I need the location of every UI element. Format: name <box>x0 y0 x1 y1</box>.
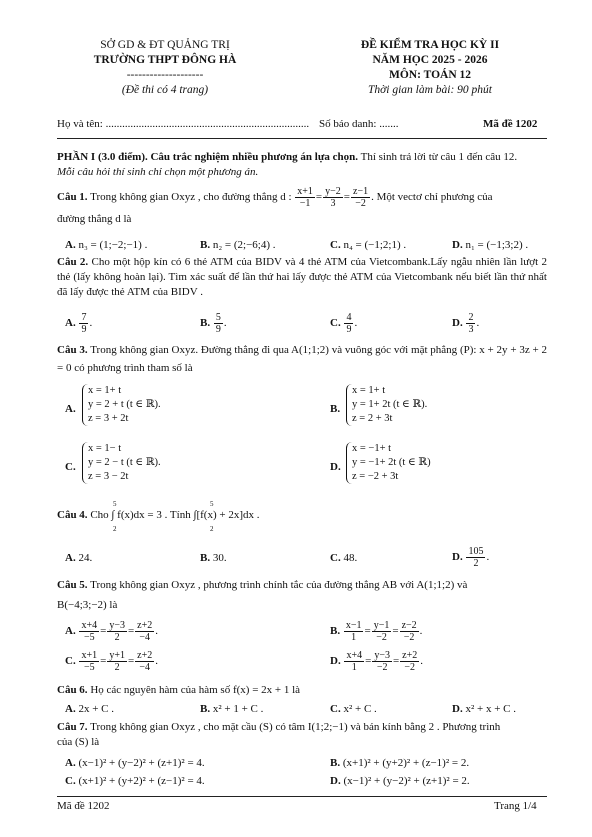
q6-text: Họ các nguyên hàm của hàm số f(x) = 2x + 1 là <box>87 684 301 696</box>
q4-integral-1: ∫ f(x)dx = 3 . Tính <box>111 509 194 521</box>
q6-option-a[interactable]: A. 2x + C . <box>65 703 114 715</box>
q5-text-b: B(−4;3;−2) là <box>57 599 118 611</box>
q4-lower-1: 2 <box>113 525 117 533</box>
header-dashes: -------------------- <box>126 69 204 81</box>
q4-label: Câu 4. <box>57 509 88 521</box>
q5-option-c[interactable]: C. $\frac{x+1}{-5}$ = $\frac{y+1}{2}$ = $\frac{z+2}{-4}$ . <box>65 650 158 673</box>
q7-option-c[interactable]: C. (x+1)² + (y+2)² + (z−1)² = 4. <box>65 775 205 787</box>
q2-option-b[interactable]: B. $\frac{5}{9}$ . <box>200 312 227 335</box>
q1-option-d[interactable]: D. n₁ = (−1;3;2) . <box>452 239 529 251</box>
dept-name: SỞ GD & ĐT QUẢNG TRỊ <box>100 39 230 51</box>
question-6 <box>57 683 547 698</box>
sbd-field: Số báo danh: ....... <box>319 118 399 130</box>
q7-text: Trong không gian Oxyz , cho mặt cầu (S) có tâm I(1;2;−1) và bán kính bằng 2 . Phương trình <box>87 721 501 733</box>
footer-divider <box>57 796 547 797</box>
question-1: Câu 1. Trong không gian Oxyz , cho đường thẳng d : $\frac{x+1}{-1}$ = $\frac{y-2}{3}$ = $\frac{z-1}{-2}$ . Một vectơ chỉ phương của đường thẳng d là <box>57 186 493 225</box>
q4-upper-2: 5 <box>210 500 214 508</box>
q1-option-c[interactable]: C. n₄ = (−1;2;1) . <box>330 239 407 251</box>
part1-heading <box>57 150 547 180</box>
footer-code: Mã đề 1202 <box>57 800 110 812</box>
name-field: Họ và tên: .......................................................................... <box>57 118 310 130</box>
q7-option-a[interactable]: A. (x−1)² + (y−2)² + (z+1)² = 4. <box>65 757 205 769</box>
q6-label: Câu 6. <box>57 684 88 696</box>
exam-code: Mã đề 1202 <box>483 118 538 130</box>
part1-desc: Thí sinh trả lời từ câu 1 đến câu 12. <box>358 151 518 163</box>
school-year: NĂM HỌC 2025 - 2026 <box>372 54 488 66</box>
q3-option-d-label[interactable]: D. <box>330 461 341 473</box>
q6-option-d[interactable]: D. x² + x + C . <box>452 703 516 715</box>
q3-option-a-label[interactable]: A. <box>65 403 76 415</box>
q1-option-a[interactable]: A. n₃ = (1;−2;−1) . <box>65 239 148 251</box>
q1-frac1: $\frac{x+1}{-1}$ <box>297 186 313 209</box>
footer-page: Trang 1/4 <box>494 800 537 812</box>
q1-frac3: $\frac{z-1}{-2}$ <box>353 186 369 209</box>
header-left <box>60 38 270 98</box>
question-5 <box>57 575 547 615</box>
q2-option-c[interactable]: C. $\frac{4}{9}$ . <box>330 312 358 335</box>
q5-option-b[interactable]: B. $\frac{x-1}{1}$ = $\frac{y-1}{-2}$ = $\frac{z-2}{-2}$ . <box>330 620 423 643</box>
q4-option-d[interactable]: D. $\frac{105}{2}$ . <box>452 546 490 569</box>
q3-option-c-label[interactable]: C. <box>65 461 76 473</box>
question-4 <box>57 508 547 523</box>
q4-option-a[interactable]: A. 24. <box>65 552 93 564</box>
q4-lower-2: 2 <box>210 525 214 533</box>
q5-text: Trong không gian Oxyz , phương trình chính tắc của đường thẳng AB với A(1;1;2) và <box>87 579 468 591</box>
divider <box>57 138 547 139</box>
q1-text: Trong không gian Oxyz , cho đường thẳng d : <box>87 191 292 204</box>
question-3 <box>57 341 547 377</box>
subject: MÔN: TOÁN 12 <box>389 69 471 81</box>
q6-option-b[interactable]: B. x² + 1 + C . <box>200 703 264 715</box>
q1-text-c: đường thẳng d là <box>57 213 132 225</box>
header-right <box>320 38 540 98</box>
q3-option-c[interactable]: x = 1− t y = 2 − t (t ∈ ℝ). z = 3 − 2t <box>82 442 161 484</box>
q2-option-a[interactable]: A. $\frac{7}{9}$ . <box>65 312 93 335</box>
q3-option-b[interactable]: x = 1+ t y = 1+ 2t (t ∈ ℝ). z = 2 + 3t <box>346 384 427 426</box>
q4-text: Cho <box>87 509 112 521</box>
q1-label: Câu 1. <box>57 191 88 204</box>
part1-title: PHẦN I (3.0 điểm). Câu trắc nghiệm nhiều phương án lựa chọn. <box>57 151 359 163</box>
question-7 <box>57 720 547 750</box>
q1-frac2: $\frac{y-2}{3}$ <box>325 186 341 209</box>
question-2 <box>57 255 547 300</box>
q2-text: Cho một hộp kín có 6 thẻ ATM của BIDV và 4 thẻ ATM của Vietcombank.Lấy ngẫu nhiên lần lượt 2 thẻ (lấy không hoàn lại). Tìm xác suất để lần thứ hai lấy được thẻ ATM của Vietcombank nếu biết lần thứ nhất đã lấy được thẻ ATM của BIDV . <box>57 256 547 298</box>
q7-label: Câu 7. <box>57 721 88 733</box>
part1-desc2: Mỗi câu hỏi thí sinh chỉ chọn một phương án. <box>57 166 259 178</box>
q3-option-a[interactable]: x = 1+ t y = 2 + t (t ∈ ℝ). z = 3 + 2t <box>82 384 161 426</box>
exam-time: Thời gian làm bài: 90 phút <box>367 84 493 96</box>
q5-option-a[interactable]: A. $\frac{x+4}{-5}$ = $\frac{y-3}{2}$ = $\frac{z+2}{-4}$ . <box>65 620 158 643</box>
q4-option-b[interactable]: B. 30. <box>200 552 227 564</box>
q7-option-d[interactable]: D. (x−1)² + (y−2)² + (z+1)² = 2. <box>330 775 470 787</box>
q2-option-d[interactable]: D. $\frac{2}{3}$ . <box>452 312 480 335</box>
q5-option-d[interactable]: D. $\frac{x+4}{1}$ = $\frac{y-3}{-2}$ = $\frac{z+2}{-2}$ . <box>330 650 423 673</box>
q2-label: Câu 2. <box>57 256 89 268</box>
q1-text-b: . Một vectơ chỉ phương của <box>371 191 493 204</box>
q4-integral-2: ∫[f(x) + 2x]dx . <box>193 509 260 521</box>
q4-upper-1: 5 <box>113 500 117 508</box>
school-name: TRƯỜNG THPT ĐÔNG HÀ <box>93 54 237 66</box>
pages-note: (Đề thi có 4 trang) <box>121 84 209 96</box>
q3-label: Câu 3. <box>57 344 88 356</box>
q7-option-b[interactable]: B. (x+1)² + (y+2)² + (z−1)² = 2. <box>330 757 470 769</box>
q1-option-b[interactable]: B. n₂ = (2;−6;4) . <box>200 239 276 251</box>
q3-option-b-label[interactable]: B. <box>330 403 341 415</box>
q3-option-d[interactable]: x = −1+ t y = −1+ 2t (t ∈ ℝ) z = −2 + 3t <box>346 442 431 484</box>
exam-title: ĐỀ KIỂM TRA HỌC KỲ II <box>360 39 500 51</box>
q6-option-c[interactable]: C. x² + C . <box>330 703 377 715</box>
q4-option-c[interactable]: C. 48. <box>330 552 358 564</box>
q3-text: Trong không gian Oxyz. Đường thẳng đi qua A(1;1;2) và vuông góc với mặt phẳng (P): x + 2y + 3z + 2 = 0 có phương trình tham số là <box>57 344 547 374</box>
q5-label: Câu 5. <box>57 579 88 591</box>
q7-text-b: của (S) là <box>57 736 100 748</box>
